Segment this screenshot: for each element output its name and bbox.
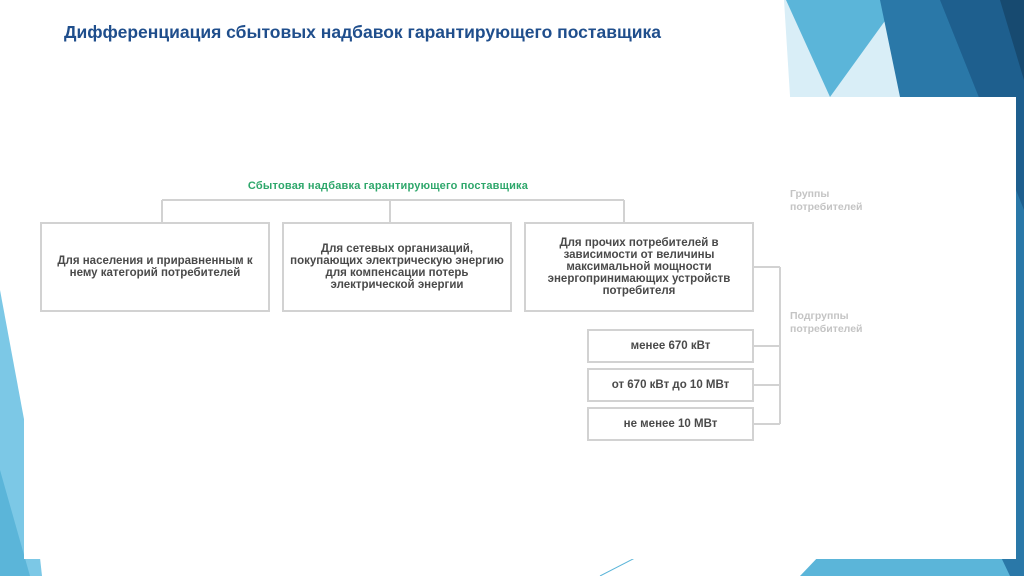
groups-label: Группы потребителей	[790, 188, 863, 213]
subgroup-box-label: от 670 кВт до 10 МВт	[611, 379, 730, 391]
group-box-label: Для прочих потребителей в зависимости от величины максимальной мощности энергопринимающих устройств потребителя	[547, 237, 731, 297]
group-box-population	[40, 222, 270, 312]
subgroup-box-10mw-plus	[587, 407, 754, 441]
subgroup-box-label: не менее 10 МВт	[623, 418, 718, 430]
subgroups-label: Подгруппы потребителей	[790, 310, 863, 335]
subgroup-box-less-670kw	[587, 329, 754, 363]
diagram-heading: Сбытовая надбавка гарантирующего поставщика	[247, 180, 529, 192]
group-box-other-consumers	[524, 222, 754, 312]
subgroup-box-670kw-10mw	[587, 368, 754, 402]
group-box-label: Для населения и приравненным к нему категорий потребителей	[57, 255, 253, 279]
group-box-network-organizations	[282, 222, 512, 312]
slide-title: Дифференциация сбытовых надбавок гарантирующего поставщика	[64, 22, 661, 42]
subgroup-box-label: менее 670 кВт	[630, 340, 711, 352]
group-box-label: Для сетевых организаций, покупающих электрическую энергию для компенсации потерь электрической энергии	[290, 243, 504, 291]
